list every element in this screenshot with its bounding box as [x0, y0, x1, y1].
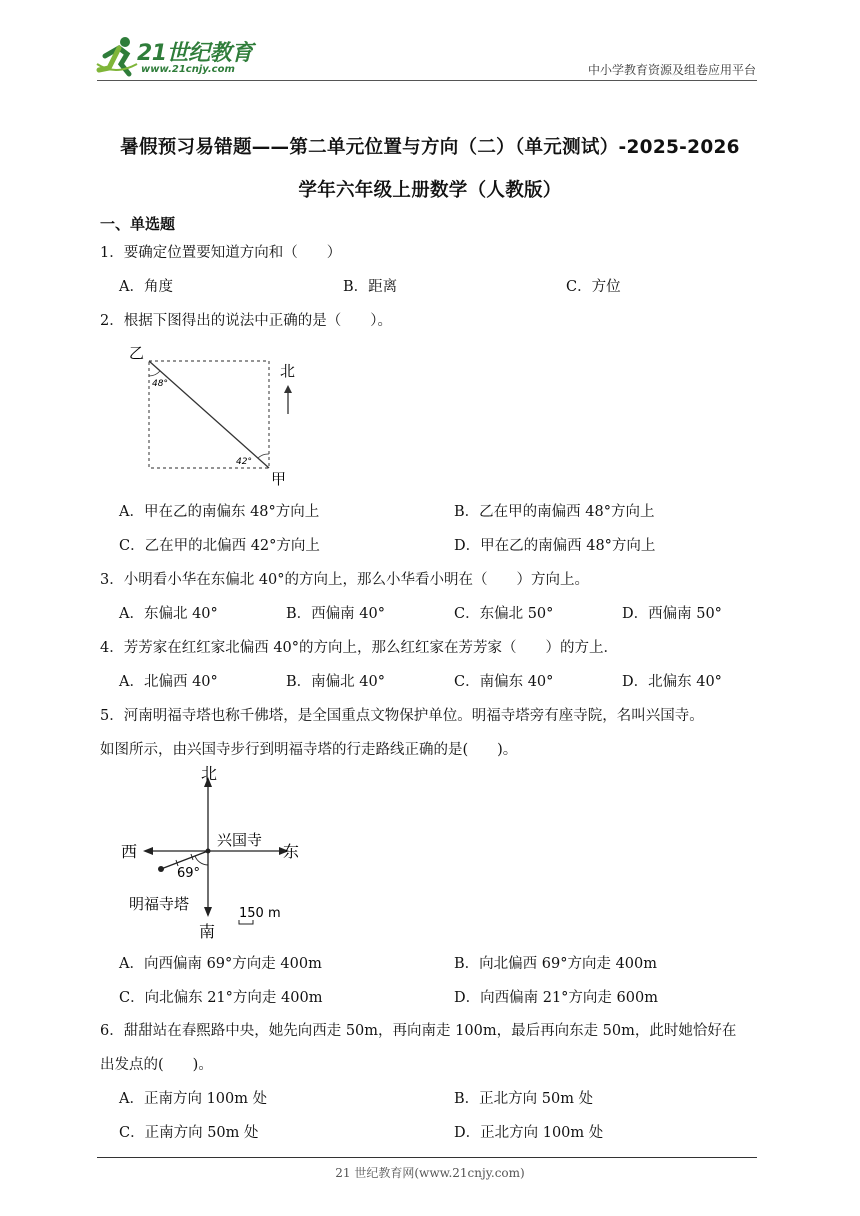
diagonal-line	[149, 361, 269, 468]
q5-figure	[115, 765, 315, 945]
q6-option-a[interactable]: A．正南方向 100m 处	[119, 1091, 268, 1107]
logo-text: 21世纪教育	[137, 41, 253, 66]
q5-option-c[interactable]: C．向北偏东 21°方向走 400m	[119, 990, 323, 1006]
question-5-stem-line-1: 5．河南明福寺塔也称千佛塔，是全国重点文物保护单位。明福寺塔旁有座寺院，名叫兴国寺。	[100, 708, 704, 724]
q4-option-b[interactable]: B．南偏北 40°	[286, 674, 385, 690]
q1-option-b[interactable]: B．距离	[343, 279, 398, 295]
north-label: 北	[201, 765, 218, 783]
runner-logo-icon	[95, 34, 139, 78]
title-line-1: 暑假预习易错题——第二单元位置与方向（二）（单元测试）-2025-2026	[120, 137, 740, 158]
q2-option-a[interactable]: A．甲在乙的南偏东 48°方向上	[119, 504, 320, 520]
q5-option-a[interactable]: A．向西偏南 69°方向走 400m	[119, 956, 322, 972]
header-divider	[97, 80, 757, 81]
q3-option-c[interactable]: C．东偏北 50°	[454, 606, 554, 622]
east-label: 东	[283, 842, 300, 861]
q4-option-a[interactable]: A．北偏西 40°	[119, 674, 218, 690]
label-jia: 甲	[271, 470, 287, 488]
q2-option-b[interactable]: B．乙在甲的南偏西 48°方向上	[454, 504, 655, 520]
scale-label: 150 m	[239, 906, 281, 921]
q5-option-b[interactable]: B．向北偏西 69°方向走 400m	[454, 956, 657, 972]
angle-48: 48°	[152, 379, 168, 389]
q6-option-d[interactable]: D．正北方向 100m 处	[454, 1125, 604, 1141]
q3-option-a[interactable]: A．东偏北 40°	[119, 606, 218, 622]
angle-69: 69°	[177, 866, 201, 881]
question-4-stem: 4．芳芳家在红红家北偏西 40°的方向上，那么红红家在芳芳家（ ）的方上．	[100, 640, 619, 656]
tower-label: 明福寺塔	[129, 895, 190, 913]
q3-option-b[interactable]: B．西偏南 40°	[286, 606, 385, 622]
logo-url: www.21cnjy.com	[141, 64, 235, 75]
q2-figure	[125, 338, 305, 488]
q2-option-c[interactable]: C．乙在甲的北偏西 42°方向上	[119, 538, 320, 554]
q6-option-b[interactable]: B．正北方向 50m 处	[454, 1091, 594, 1107]
q1-option-a[interactable]: A．角度	[119, 279, 173, 295]
q1-option-c[interactable]: C．方位	[566, 279, 621, 295]
footer-text[interactable]: 21 世纪教育网(www.21cnjy.com)	[335, 1166, 525, 1180]
q4-option-d[interactable]: D．北偏东 40°	[622, 674, 722, 690]
question-5-stem-line-2: 如图所示，由兴国寺步行到明福寺塔的行走路线正确的是( )。	[100, 742, 518, 758]
temple-label: 兴国寺	[217, 831, 263, 849]
south-arrow-icon	[204, 907, 212, 917]
question-6-stem-line-2: 出发点的( )。	[100, 1057, 213, 1073]
q3-option-d[interactable]: D．西偏南 50°	[622, 606, 722, 622]
footer-divider	[97, 1157, 757, 1158]
title-line-2: 学年六年级上册数学（人教版）	[298, 180, 562, 201]
angle-42: 42°	[236, 457, 252, 467]
question-3-stem: 3．小明看小华在东偏北 40°的方向上，那么小华看小明在（ ）方向上。	[100, 572, 590, 588]
west-arrow-icon	[143, 847, 153, 855]
header-platform-text: 中小学教育资源及组卷应用平台	[587, 63, 756, 77]
section-title: 一、单选题	[100, 215, 176, 233]
south-label: 南	[199, 922, 216, 941]
q5-option-d[interactable]: D．向西偏南 21°方向走 600m	[454, 990, 658, 1006]
west-label: 西	[121, 842, 138, 861]
label-yi: 乙	[129, 344, 145, 362]
q2-option-d[interactable]: D．甲在乙的南偏西 48°方向上	[454, 538, 656, 554]
question-2-stem: 2．根据下图得出的说法中正确的是（ ）。	[100, 313, 392, 329]
tower-point	[158, 866, 164, 872]
north-label: 北	[280, 362, 296, 380]
q4-option-c[interactable]: C．南偏东 40°	[454, 674, 554, 690]
question-1-stem: 1．要确定位置要知道方向和（ ）	[100, 245, 342, 261]
question-6-stem-line-1: 6．甜甜站在春熙路中央，她先向西走 50m，再向南走 100m，最后再向东走 50m，此时她恰好在	[100, 1023, 737, 1039]
q6-option-c[interactable]: C．正南方向 50m 处	[119, 1125, 259, 1141]
logo	[95, 34, 265, 78]
